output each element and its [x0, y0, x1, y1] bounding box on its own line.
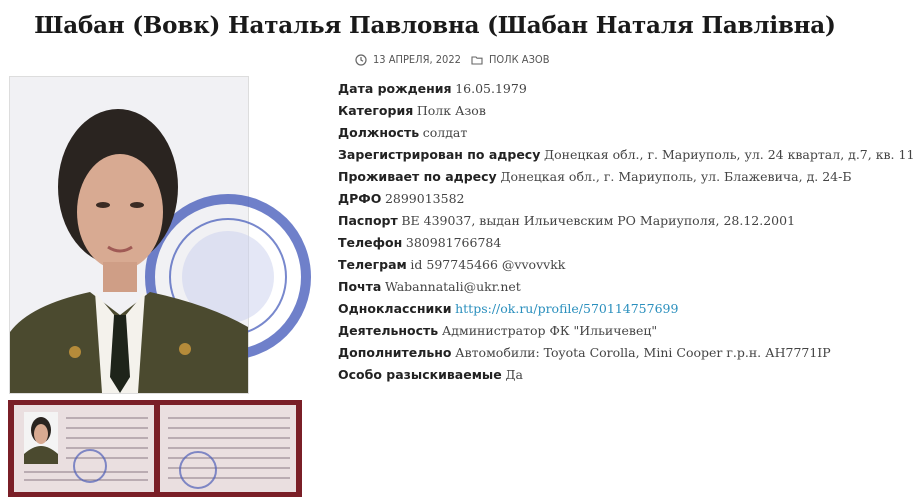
- category-link[interactable]: ПОЛК АЗОВ: [488, 53, 550, 66]
- field-label: Одноклассники: [338, 301, 452, 316]
- field-label: Особо разыскиваемые: [338, 367, 502, 382]
- field-activity: [338, 320, 863, 342]
- field-label: Деятельность: [338, 323, 439, 338]
- field-value: ВЕ 439037, выдан Ильичевским РО Мариуполя, 28.12.2001: [401, 213, 796, 228]
- field-odnoklassniki: [338, 298, 863, 320]
- field-label: Зарегистрирован по адресу: [338, 147, 541, 162]
- field-label: ДРФО: [338, 191, 382, 206]
- page-title: Шабан (Вовк) Наталья Павловна (Шабан Наталя Павлівна): [34, 12, 836, 39]
- id-card-photo: [8, 400, 302, 497]
- post-date: 13 АПРЕЛЯ, 2022: [373, 53, 461, 66]
- field-value: солдат: [422, 125, 468, 140]
- field-label: Телефон: [338, 235, 403, 250]
- field-email: [338, 276, 863, 298]
- field-value: Полк Азов: [416, 103, 486, 118]
- field-birthdate: [338, 78, 863, 100]
- folder-icon: [471, 54, 483, 66]
- field-label: Почта: [338, 279, 382, 294]
- field-telegram: [338, 254, 863, 276]
- field-value: Администратор ФК "Ильичевец": [441, 323, 658, 338]
- field-label: Дополнительно: [338, 345, 452, 360]
- field-label: Паспорт: [338, 213, 398, 228]
- field-value: Донецкая обл., г. Мариуполь, ул. Блажевича, д. 24-Б: [500, 169, 852, 184]
- field-label: Дата рождения: [338, 81, 452, 96]
- field-category: [338, 100, 863, 122]
- field-value: 16.05.1979: [455, 81, 527, 96]
- field-value: Автомобили: Toyota Corolla, Mini Cooper г.р.н. АН7771IP: [455, 345, 831, 360]
- field-passport: [338, 210, 863, 232]
- odnoklassniki-link[interactable]: https://ok.ru/profile/570114757699: [455, 301, 679, 316]
- field-wanted: [338, 364, 863, 386]
- field-value: id 597745466 @vvovvkk: [410, 257, 566, 272]
- field-value: 2899013582: [384, 191, 465, 206]
- portrait-photo: [9, 76, 249, 394]
- field-value: 380981766784: [405, 235, 502, 250]
- post-meta: [355, 53, 550, 66]
- profile-details: [338, 78, 914, 386]
- field-value: Wabannatali@ukr.net: [384, 279, 521, 294]
- field-value: Донецкая обл., г. Мариуполь, ул. 24 квартал, д.7, кв. 11: [543, 147, 914, 162]
- field-label: Телеграм: [338, 257, 407, 272]
- field-label: Проживает по адресу: [338, 169, 497, 184]
- clock-icon: [355, 54, 367, 66]
- field-phone: [338, 232, 863, 254]
- field-additional: [338, 342, 863, 364]
- field-label: Категория: [338, 103, 414, 118]
- field-position: [338, 122, 863, 144]
- field-registered-address: [338, 144, 914, 166]
- field-drfo: [338, 188, 863, 210]
- field-residence-address: [338, 166, 863, 188]
- field-label: Должность: [338, 125, 420, 140]
- field-value: Да: [505, 367, 523, 382]
